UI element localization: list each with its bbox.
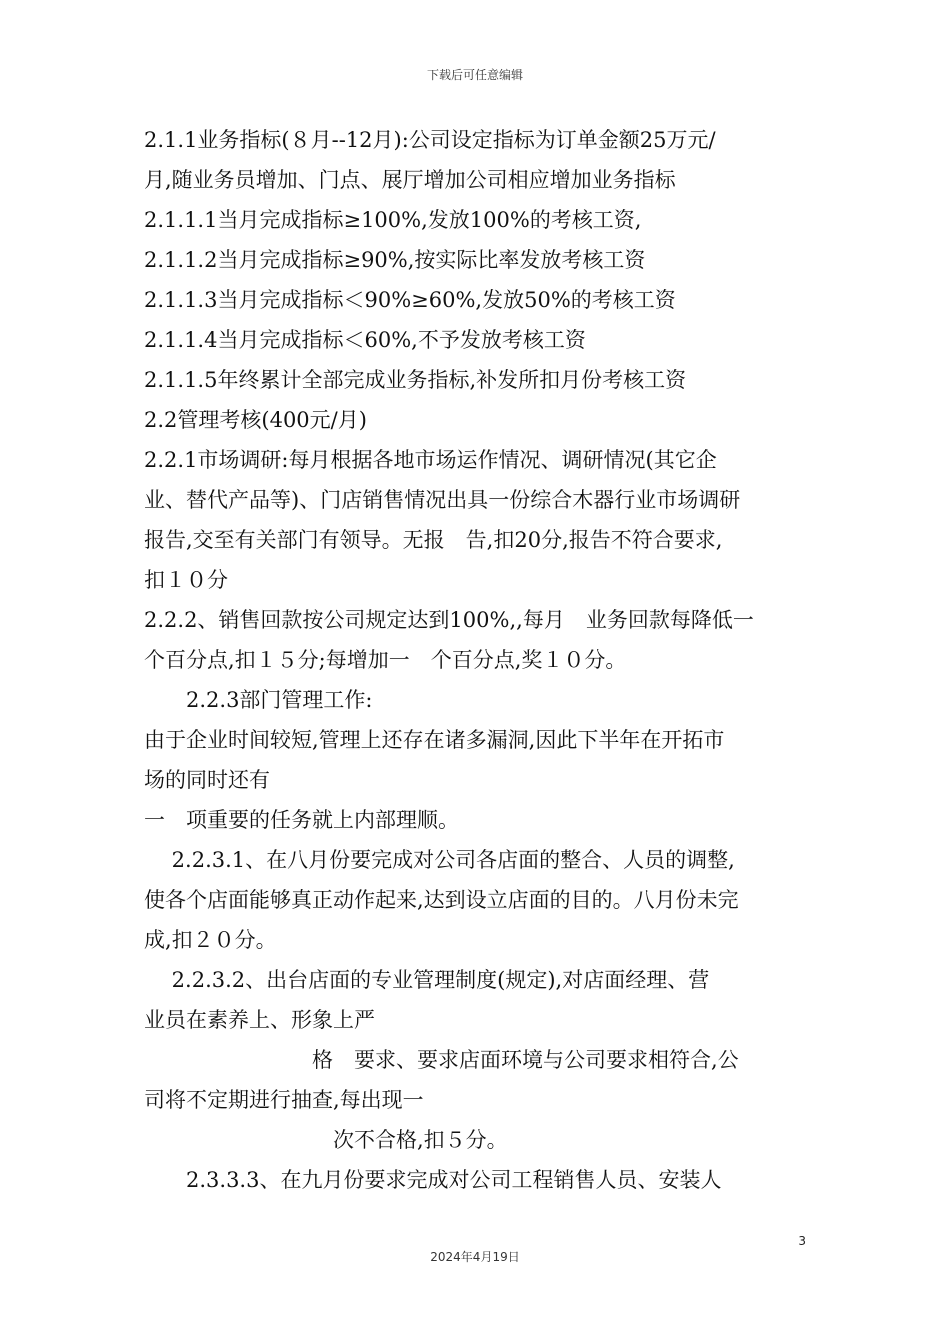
document-body xyxy=(144,120,812,1200)
text-line: 2.2.1市场调研:每月根据各地市场运作情况、调研情况(其它企 xyxy=(144,448,717,472)
text-line: 2.2管理考核(400元/月) xyxy=(144,408,367,432)
text-line: 一 项重要的任务就上内部理顺。 xyxy=(144,808,459,832)
text-line: 2.1.1.2当月完成指标≥90%,按实际比率发放考核工资 xyxy=(144,248,646,272)
text-line: 使各个店面能够真正动作起来,达到设立店面的目的。八月份未完 xyxy=(144,888,739,912)
text-line: 2.2.3.2、出台店面的专业管理制度(规定),对店面经理、营 xyxy=(144,968,710,992)
text-line: 2.2.2、销售回款按公司规定达到100%,,每月 业务回款每降低一 xyxy=(144,608,754,632)
text-line: 成,扣２０分。 xyxy=(144,928,277,952)
text-line: 个百分点,扣１５分;每增加一 个百分点,奖１０分。 xyxy=(144,648,627,672)
text-line: 2.1.1.5年终累计全部完成业务指标,补发所扣月份考核工资 xyxy=(144,368,687,392)
text-line: 场的同时还有 xyxy=(144,768,270,792)
text-line: 业员在素养上、形象上严 xyxy=(144,1008,375,1032)
footer-date: 2024年4月19日 xyxy=(430,1250,520,1264)
text-line: 2.2.3.1、在八月份要完成对公司各店面的整合、人员的调整, xyxy=(144,848,735,872)
text-line: 司将不定期进行抽查,每出现一 xyxy=(144,1088,424,1112)
text-line: 格 要求、要求店面环境与公司要求相符合,公 xyxy=(144,1048,739,1072)
text-line: 2.3.3.3、在九月份要求完成对公司工程销售人员、安装人 xyxy=(144,1168,722,1192)
text-line: 月,随业务员增加、门点、展厅增加公司相应增加业务指标 xyxy=(144,168,676,192)
page-number: 3 xyxy=(798,1234,806,1248)
text-line: 2.1.1.4当月完成指标＜60%,不予发放考核工资 xyxy=(144,328,586,352)
text-line: 扣１０分 xyxy=(144,568,228,592)
text-line: 2.1.1业务指标(８月--12月):公司设定指标为订单金额25万元/ xyxy=(144,128,716,152)
text-line: 报告,交至有关部门有领导。无报 告,扣20分,报告不符合要求, xyxy=(144,528,723,552)
text-line: 2.2.3部门管理工作: xyxy=(144,688,373,712)
page-header: 下载后可任意编辑 xyxy=(426,68,523,82)
text-line: 2.1.1.3当月完成指标＜90%≥60%,发放50%的考核工资 xyxy=(144,288,676,312)
text-line: 2.1.1.1当月完成指标≥100%,发放100%的考核工资, xyxy=(144,208,642,232)
text-line: 业、替代产品等)、门店销售情况出具一份综合木器行业市场调研 xyxy=(144,488,741,512)
text-line: 次不合格,扣５分。 xyxy=(144,1128,508,1152)
text-line: 由于企业时间较短,管理上还存在诸多漏洞,因此下半年在开拓市 xyxy=(144,728,725,752)
